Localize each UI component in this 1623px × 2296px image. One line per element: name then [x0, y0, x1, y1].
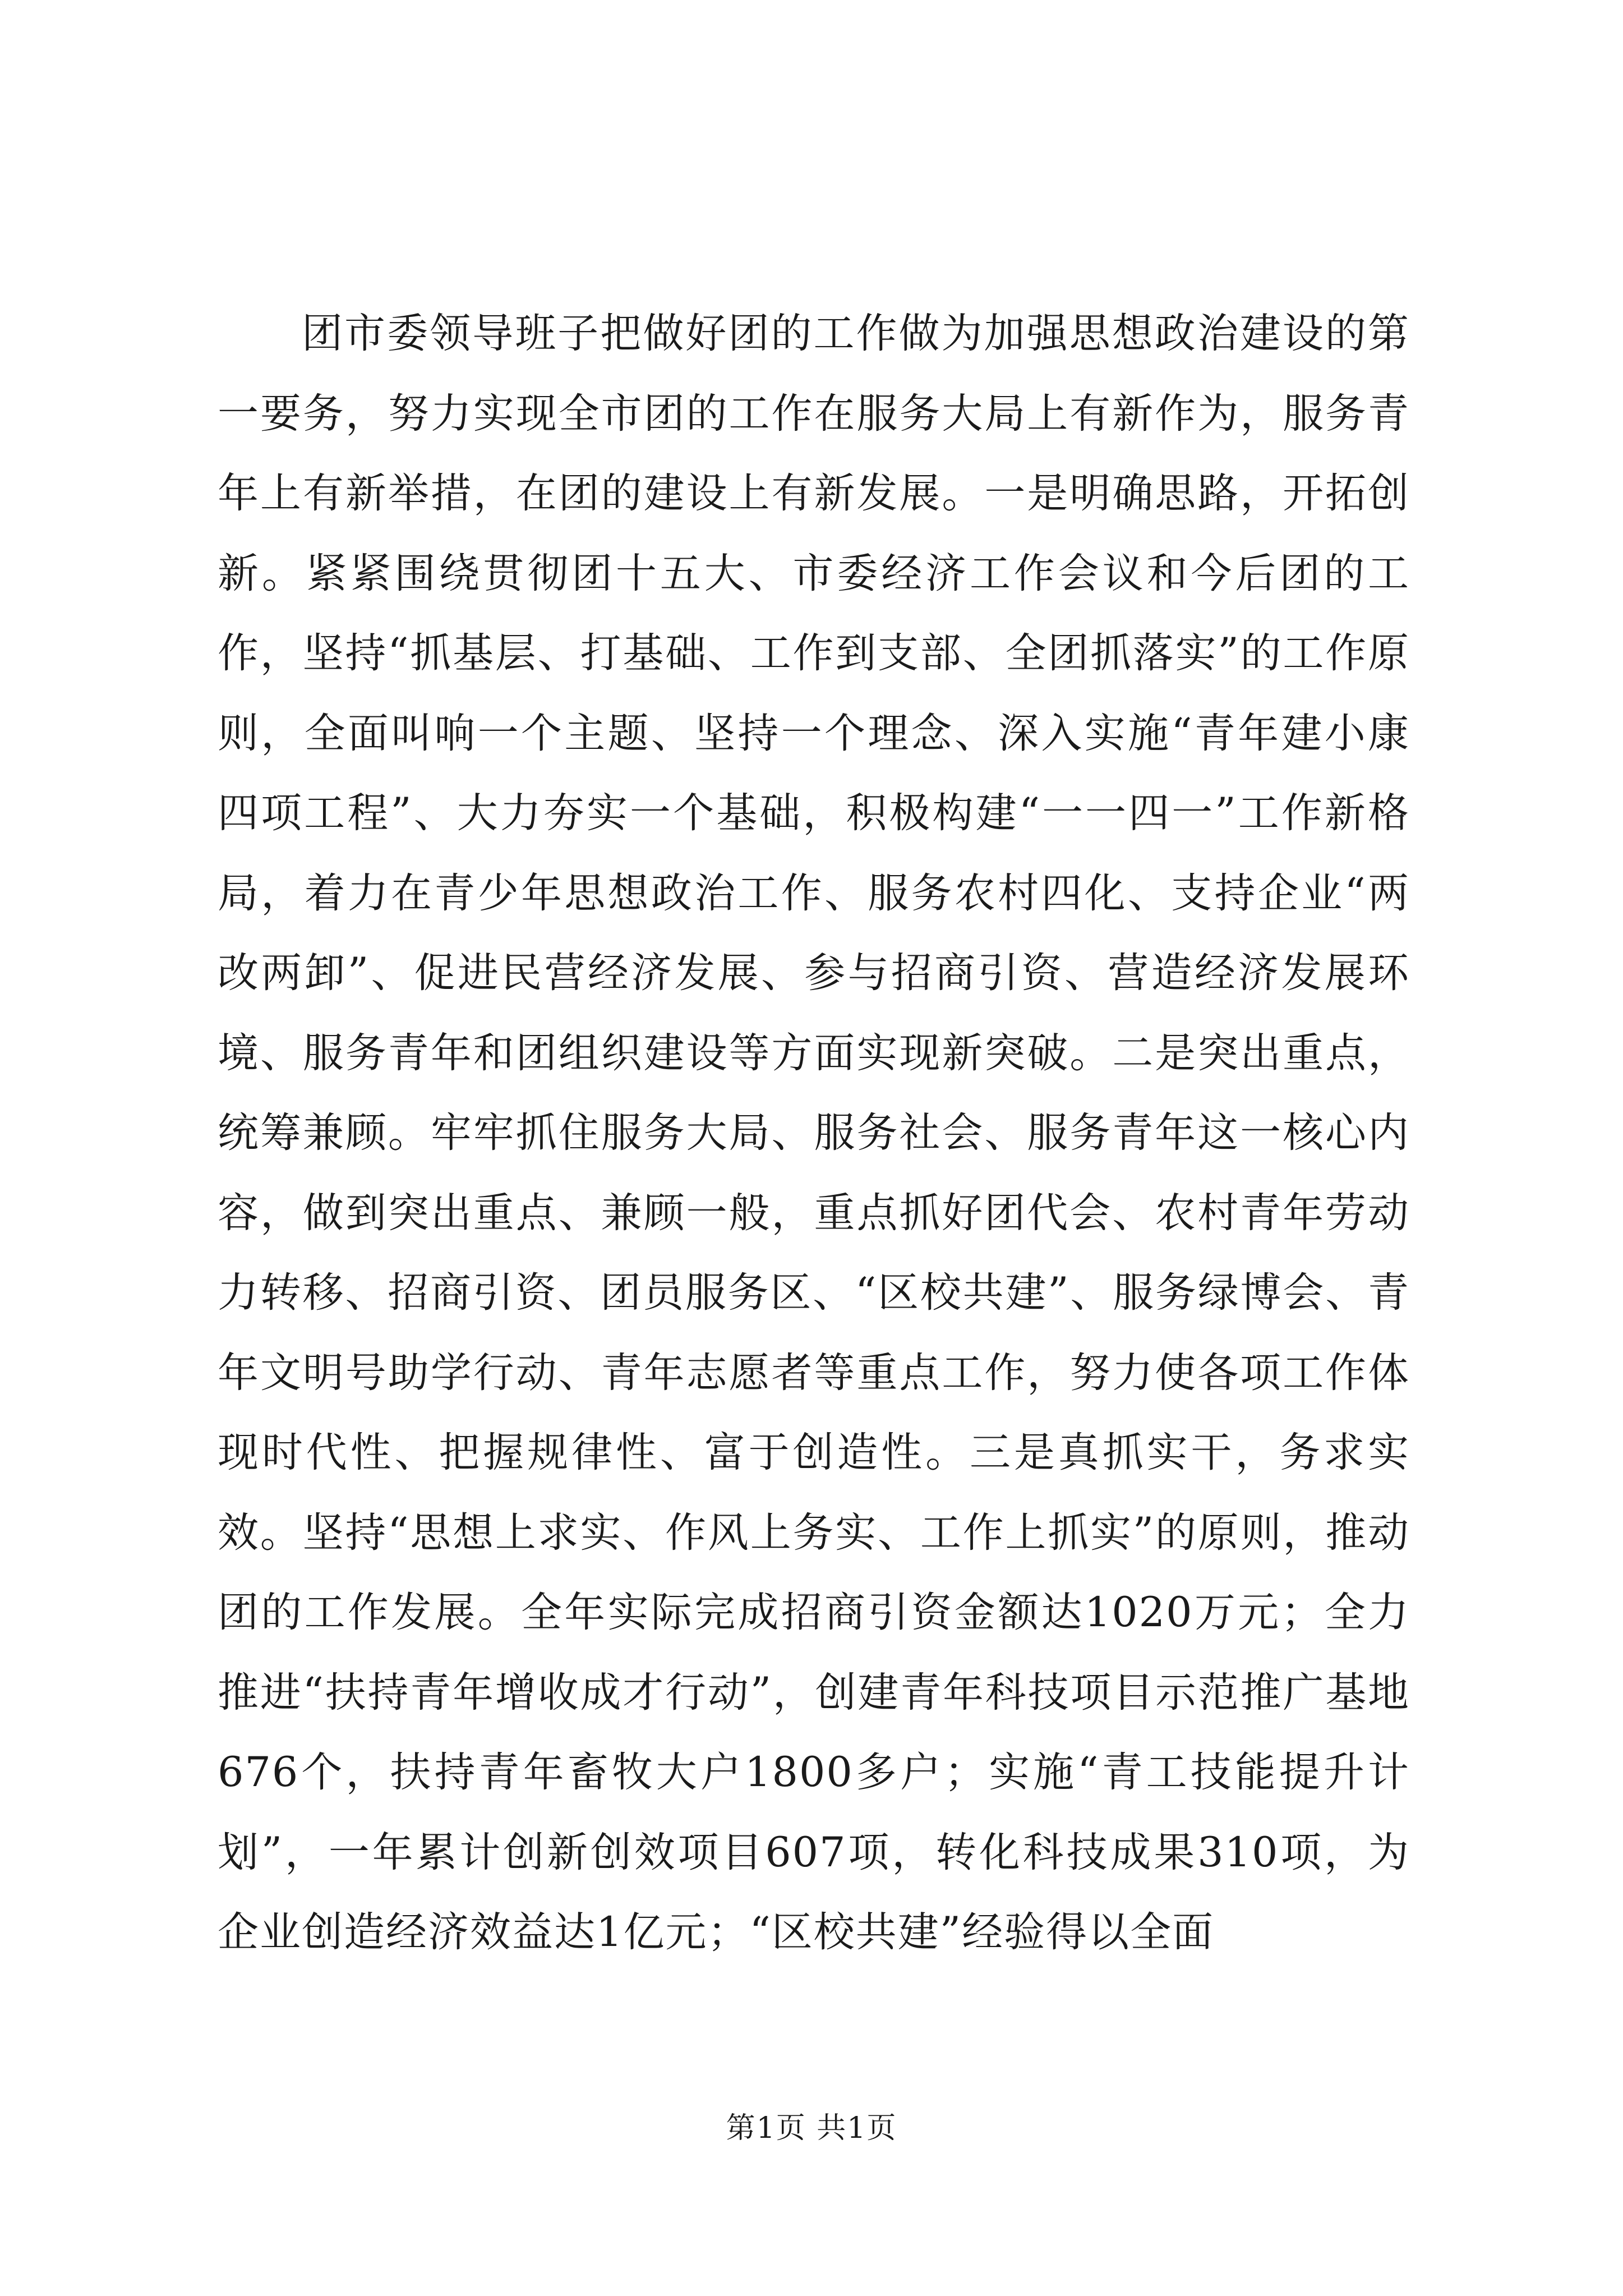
page-footer: 第1页 共1页 [726, 2111, 897, 2145]
body-paragraph: 团市委领导班子把做好团的工作做为加强思想政治建设的第一要务，努力实现全市团的工作在服务大局上有新作为，服务青年上有新举措，在团的建设上有新发展。一是明确思路，开拓创新。紧紧围绕贯彻团十五大、市委经济工作会议和今后团的工作，坚持“抓基层、打基础、工作到支部、全团抓落实”的工作原则，全面叫响一个主题、坚持一个理念、深入实施“青年建小康四项工程”、大力夯实一个基础，积极构建“一一四一”工作新格局，着力在青少年思想政治工作、服务农村四化、支持企业“两改两卸”、促进民营经济发展、参与招商引资、营造经济发展环境、服务青年和团组织建设等方面实现新突破。二是突出重点，统筹兼顾。牢牢抓住服务大局、服务社会、服务青年这一核心内容，做到突出重点、兼顾一般，重点抓好团代会、农村青年劳动力转移、招商引资、团员服务区、“区校共建”、服务绿博会、青年文明号助学行动、青年志愿者等重点工作，努力使各项工作体现时代性、把握规律性、富于创造性。三是真抓实干，务求实效。坚持“思想上求实、作风上务实、工作上抓实”的原则，推动团的工作发展。全年实际完成招商引资金额达1020万元；全力推进“扶持青年增收成才行动”，创建青年科技项目示范推广基地676个，扶持青年畜牧大户1800多户；实施“青工技能提升计划”，一年累计创新创效项目607项，转化科技成果310项，为企业创造经济效益达1亿元；“区校共建”经验得以全面 [218, 310, 1410, 1956]
